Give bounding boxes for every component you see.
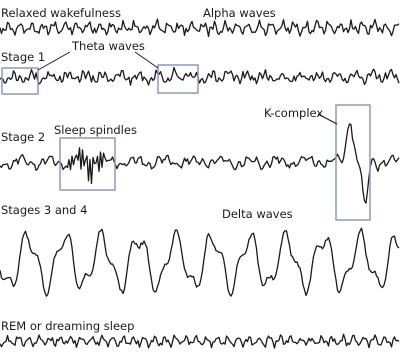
annotation-alpha-waves: Alpha waves <box>203 6 276 20</box>
annotation-k-complex: K-complex <box>264 106 324 120</box>
trace-rem-sleep <box>0 334 399 348</box>
label-relaxed-wakefulness: Relaxed wakefulness <box>1 6 121 20</box>
annotation-theta-waves: Theta waves <box>72 39 145 53</box>
theta-box-right <box>158 65 198 93</box>
trace-relaxed-wakefulness <box>0 19 399 36</box>
label-rem-sleep: REM or dreaming sleep <box>1 319 135 333</box>
annotation-delta-waves: Delta waves <box>222 207 293 221</box>
label-stages-3-and-4: Stages 3 and 4 <box>1 203 88 217</box>
theta-callout-line-right <box>135 52 158 68</box>
annotation-sleep-spindles: Sleep spindles <box>54 123 137 137</box>
label-stage-1: Stage 1 <box>1 50 46 64</box>
trace-stage-1 <box>0 68 399 86</box>
trace-stages-3-and-4 <box>0 228 399 296</box>
label-stage-2: Stage 2 <box>1 130 46 144</box>
